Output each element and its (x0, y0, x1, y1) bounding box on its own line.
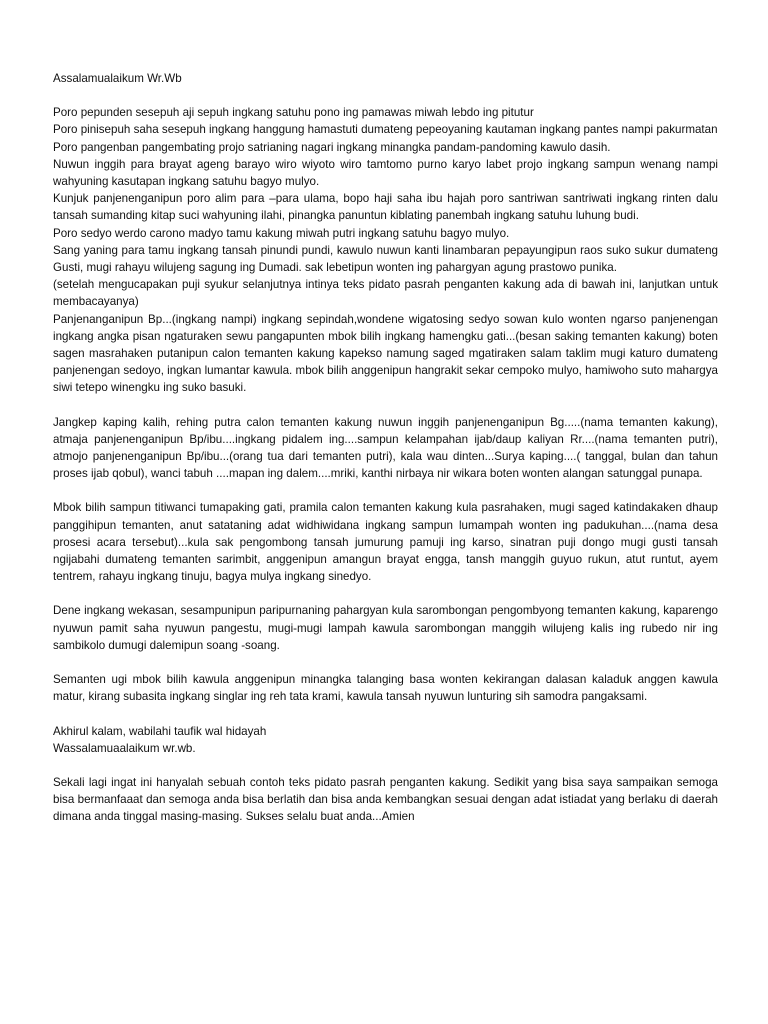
paragraph-address-2: Poro pinisepuh saha sesepuh ingkang hanggung hamastuti dumateng pepeoyaning kautaman ingkang pantes nampi pakurmatan (53, 123, 718, 137)
paragraph-address-3: Poro pangenban pangembating projo satrianing nagari ingkang minangka pandam-pandoming kawulo dasih. (53, 140, 611, 154)
closing-line-2: Wassalamuaalaikum wr.wb. (53, 741, 196, 755)
paragraph-address-1: Poro pepunden sesepuh aji sepuh ingkang satuhu pono ing pamawas miwah lebdo ing pitutur (53, 106, 534, 120)
paragraph-second-point: Jangkep kaping kalih, rehing putra calon temanten kakung nuwun inggih panjenenganipun Bg.....(nama temanten kakung), atmaja panjenenganipun Bp/ibu....ingkang pidalem ing....sampun kelampahan ijab/daup kaliyan Rr....(nama temanten putri), atmojo panjenenganipun Bp/ibu...(orang tua dari temanten putri), kala wau dinten...Surya kaping....( tanggal, bulan dan tahun proses ijab qobul), wanci tabuh ....mapan ing dalem....mriki, kanthi nirbaya nir wikara boten wonten alangan satunggal punapa. (53, 415, 718, 481)
paragraph-address-4: Nuwun inggih para brayat ageng barayo wiro wiyoto wiro tamtomo purno karyo labet projo ingkang sampun wenang nampi wahyuning kasutapan ingkang satuhu bagyo mulyo. (53, 157, 718, 189)
paragraph-fifth-point: Semanten ugi mbok bilih kawula anggenipun minangka talanging basa wonten kekirangan dalasan kaladuk anggen kawula matur, kirang subasita ingkang singlar ing reh tata krami, kawula tansah nyuwun lunturing sih samodra pangaksami. (53, 673, 718, 704)
paragraph-address-5: Kunjuk panjenenganipun poro alim para –para ulama, bopo haji saha ibu hajah poro santriwan santriwati ingkang rinten dalu tansah sumanding kitap suci wahyuning ilahi, pinangka panuntun kiblating panembah ingkang satuhu luhung budi. (53, 192, 718, 223)
paragraph-fourth-point: Dene ingkang wekasan, sesampunipun paripurnaning pahargyan kula sarombongan pengombyong temanten kakung, kaparengo nyuwun pamit saha nyuwun pangestu, mugi-mugi lampah kawula sarombongan manggih wilujeng kalis ing rubedo nir ing sambikolo dumugi dalemipun soang -soang. (53, 604, 718, 652)
footer-note: Sekali lagi ingat ini hanyalah sebuah contoh teks pidato pasrah penganten kakung. Sedikit yang bisa saya sampaikan semoga bisa bermanfaaat dan semoga anda bisa berlatih dan bisa anda kembangkan sesuai dengan adat istiadat yang berlaku di daerah dimana anda tinggal masing-masing. Sukses selalu buat anda...Amien (53, 775, 718, 824)
paragraph-first-point: Panjenanganipun Bp...(ingkang nampi) ingkang sepindah,wondene wigatosing sedyo sowan kulo wonten ngarso panjenengan ingkang angka pisan ngaturaken sewu pangapunten mbok bilih ingkang hamengku gati...(besan saking temanten kakung) boten sagen masrahaken putanipun calon temanten kakung kapekso namung saged mgatiraken salam taklim mugi katuro dumateng panjenengan sedoyo, ingkan lumantar kawula. mbok bilih anggenipun hangrakit sekar cempoko mulyo, hamiwoho suto mahargya siwi tetepo winengku ing suko basuki. (53, 312, 718, 395)
paragraph-address-6: Poro sedyo werdo carono madyo tamu kakung miwah putri ingkang satuhu bagyo mulyo. (53, 226, 510, 240)
paragraph-note: (setelah mengucapakan puji syukur selanjutnya intinya teks pidato pasrah penganten kakung ada di bawah ini, lanjutkan untuk membacayanya) (53, 278, 718, 309)
paragraph-address-7: Sang yaning para tamu ingkang tansah pinundi pundi, kawulo nuwun kanti linambaran pepayungipun raos suko sukur dumateng Gusti, mugi rahayu wilujeng sagung ing Dumadi. sak lebetipun wonten ing pahargyan agung prastowo punika. (53, 243, 718, 275)
greeting: Assalamualaikum Wr.Wb (53, 72, 182, 85)
paragraph-third-point: Mbok bilih sampun titiwanci tumapaking gati, pramila calon temanten kakung kula pasrahaken, mugi saged katindakaken dhaup panggihipun temanten, anut satataning adat widhiwidana ingkang sampun lumampah wonten ing padukuhan....(nama desa prosesi acara tersebut)...kula sak pengombong tansah jumurung pamuji ing karso, sinatran puji dongo mugi gusti tansah ngijabahi dumateng temanten sarimbit, anggenipun amangun brayat engga, tansh manggih guyuo rukun, atut runtut, ayem tentrem, rahayu ingkang tinuju, bagya mulya ingkang sinedyo. (53, 501, 718, 584)
closing-line-1: Akhirul kalam, wabilahi taufik wal hidayah (53, 724, 267, 738)
